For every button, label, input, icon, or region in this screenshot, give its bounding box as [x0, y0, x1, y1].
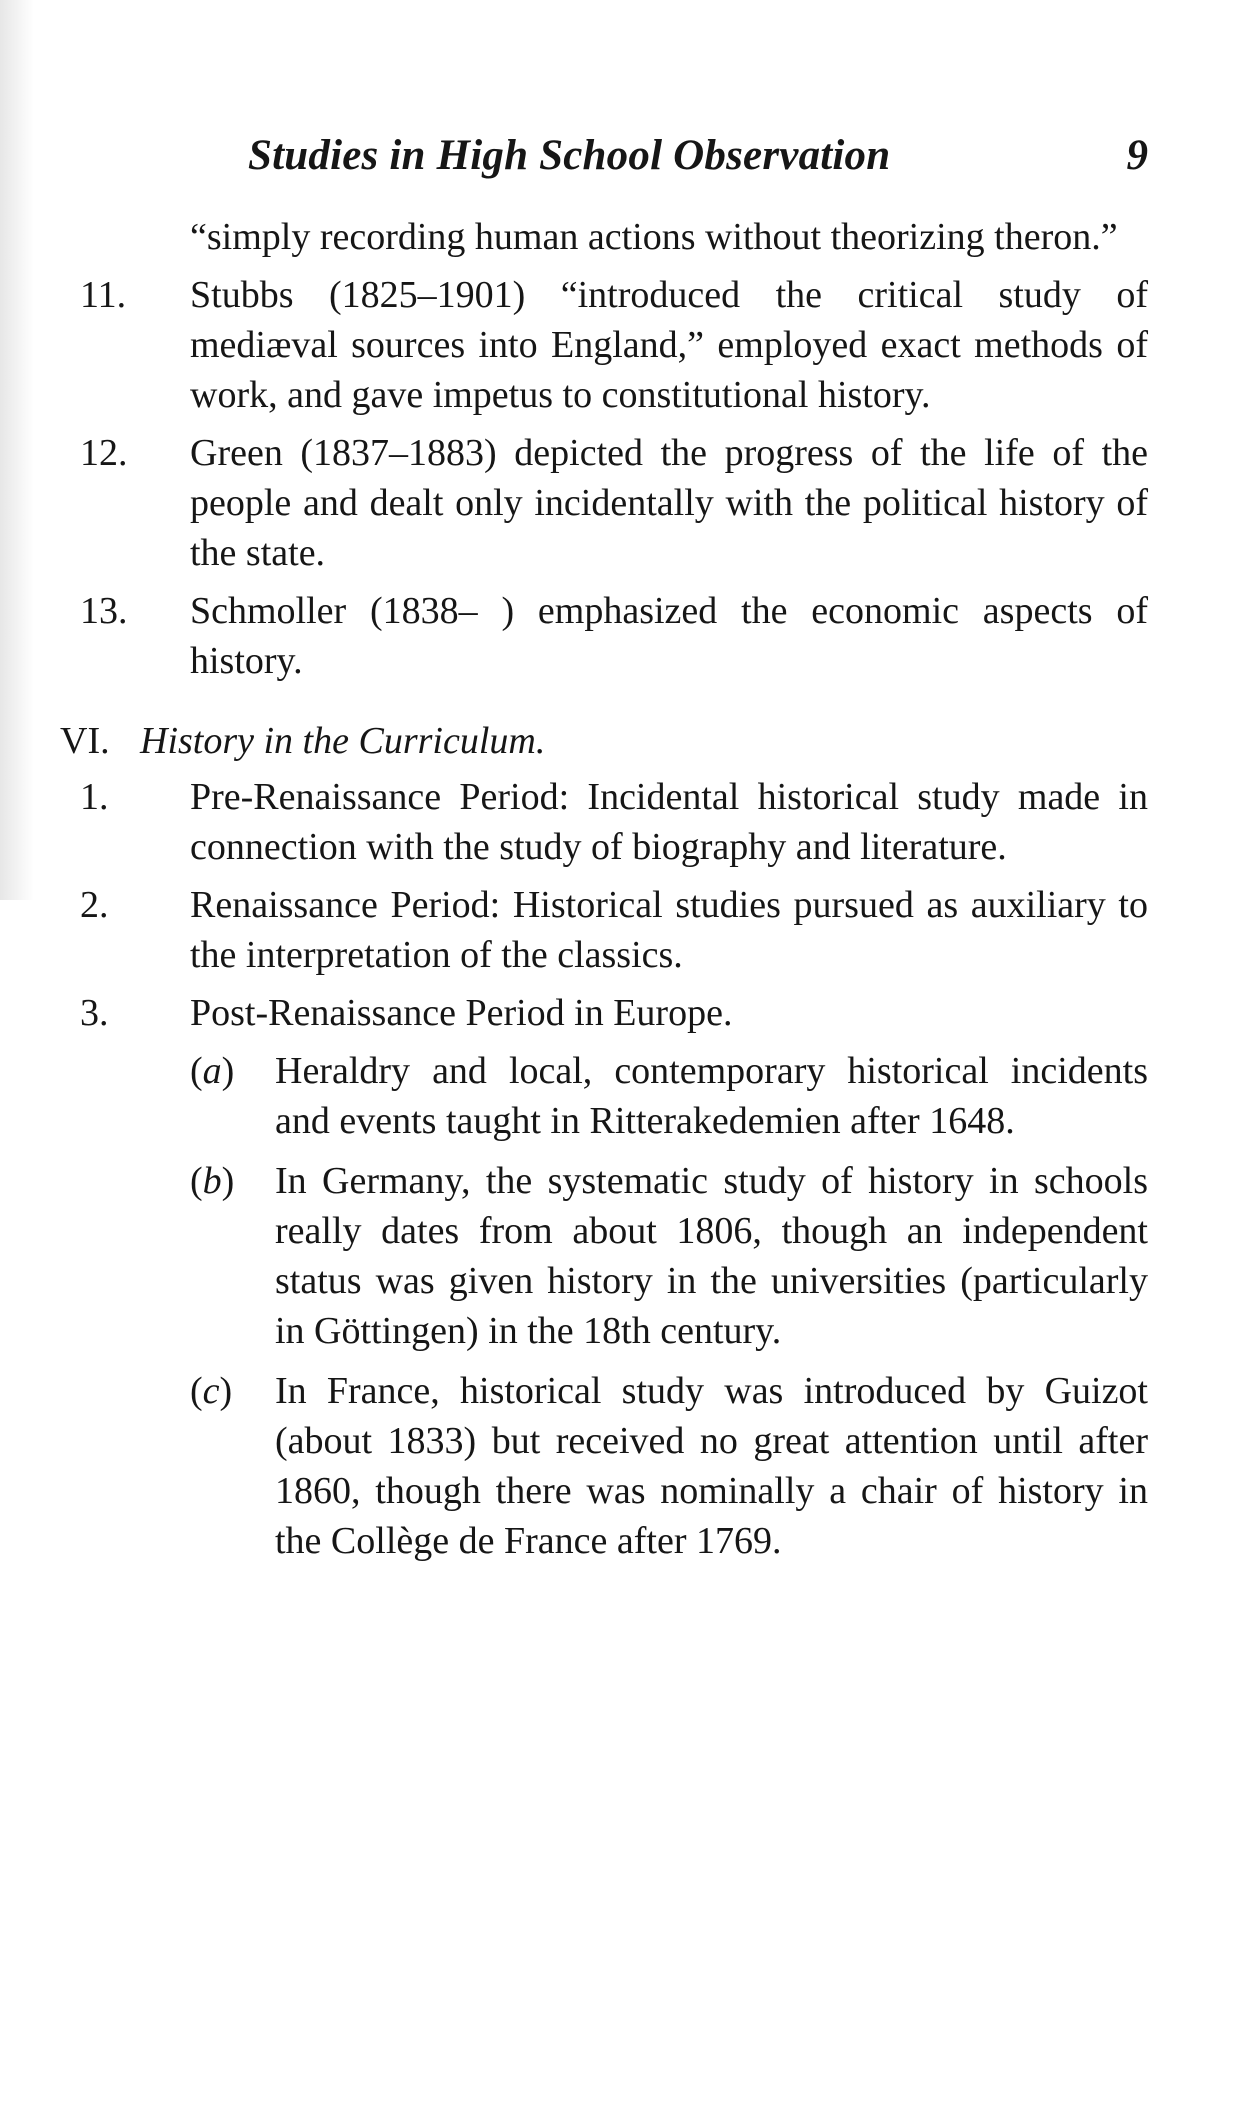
sub-item — [60, 1156, 1148, 1356]
continuation-text: “simply recording human actions without theorizing theron.” — [190, 216, 1118, 258]
item-number: 3. — [80, 992, 109, 1034]
item-text: Stubbs (1825–1901) “introduced the critical study of mediæval sources into England,” employed exact methods of work, and gave impetus to constitutional history. — [190, 274, 1148, 416]
sub-item — [60, 1366, 1148, 1566]
section-numeral: VI. — [60, 720, 110, 762]
running-title: Studies in High School Observation — [248, 132, 891, 179]
sub-item-text: In Germany, the systematic study of history in schools really dates from about 1806, though an independent status was given history in the universities (particularly in Göttingen) in the 18th century. — [275, 1160, 1148, 1352]
item-text: Post-Renaissance Period in Europe. — [190, 992, 733, 1034]
sub-item-label: (b) — [190, 1160, 235, 1202]
sub-item-text: Heraldry and local, contemporary historical incidents and events taught in Ritterakedemien after 1648. — [275, 1050, 1148, 1142]
list-item — [60, 586, 1148, 686]
list-item — [60, 880, 1148, 980]
page-header — [248, 126, 1148, 186]
sub-item-label: (c) — [190, 1370, 233, 1412]
item-text: Renaissance Period: Historical studies pursued as auxiliary to the interpretation of the classics. — [190, 884, 1148, 976]
item-text: Schmoller (1838– ) emphasized the economic aspects of history. — [190, 590, 1148, 682]
list-item — [60, 428, 1148, 578]
item-text: Pre-Renaissance Period: Incidental historical study made in connection with the study of biography and literature. — [190, 776, 1148, 868]
page-edge-shadow — [0, 0, 34, 900]
sub-item-text: In France, historical study was introduced by Guizot (about 1833) but received no great attention until after 1860, though there was nominally a chair of history in the Collège de France after 1769. — [275, 1370, 1148, 1562]
item-number: 11. — [80, 274, 127, 316]
section-heading — [60, 716, 1148, 766]
page-number: 9 — [1126, 132, 1148, 179]
item-text: Green (1837–1883) depicted the progress of the life of the people and dealt only incidentally with the political history of the state. — [190, 432, 1148, 574]
list-item — [60, 988, 1148, 1038]
sub-item-label: (a) — [190, 1050, 235, 1092]
item-number: 12. — [80, 432, 128, 474]
item-number: 13. — [80, 590, 128, 632]
list-item — [60, 270, 1148, 420]
section-title: History in the Curriculum. — [140, 720, 546, 762]
page-body — [60, 212, 1148, 1576]
sub-item — [60, 1046, 1148, 1146]
list-item — [60, 772, 1148, 872]
item-number: 2. — [80, 884, 109, 926]
item-number: 1. — [80, 776, 109, 818]
